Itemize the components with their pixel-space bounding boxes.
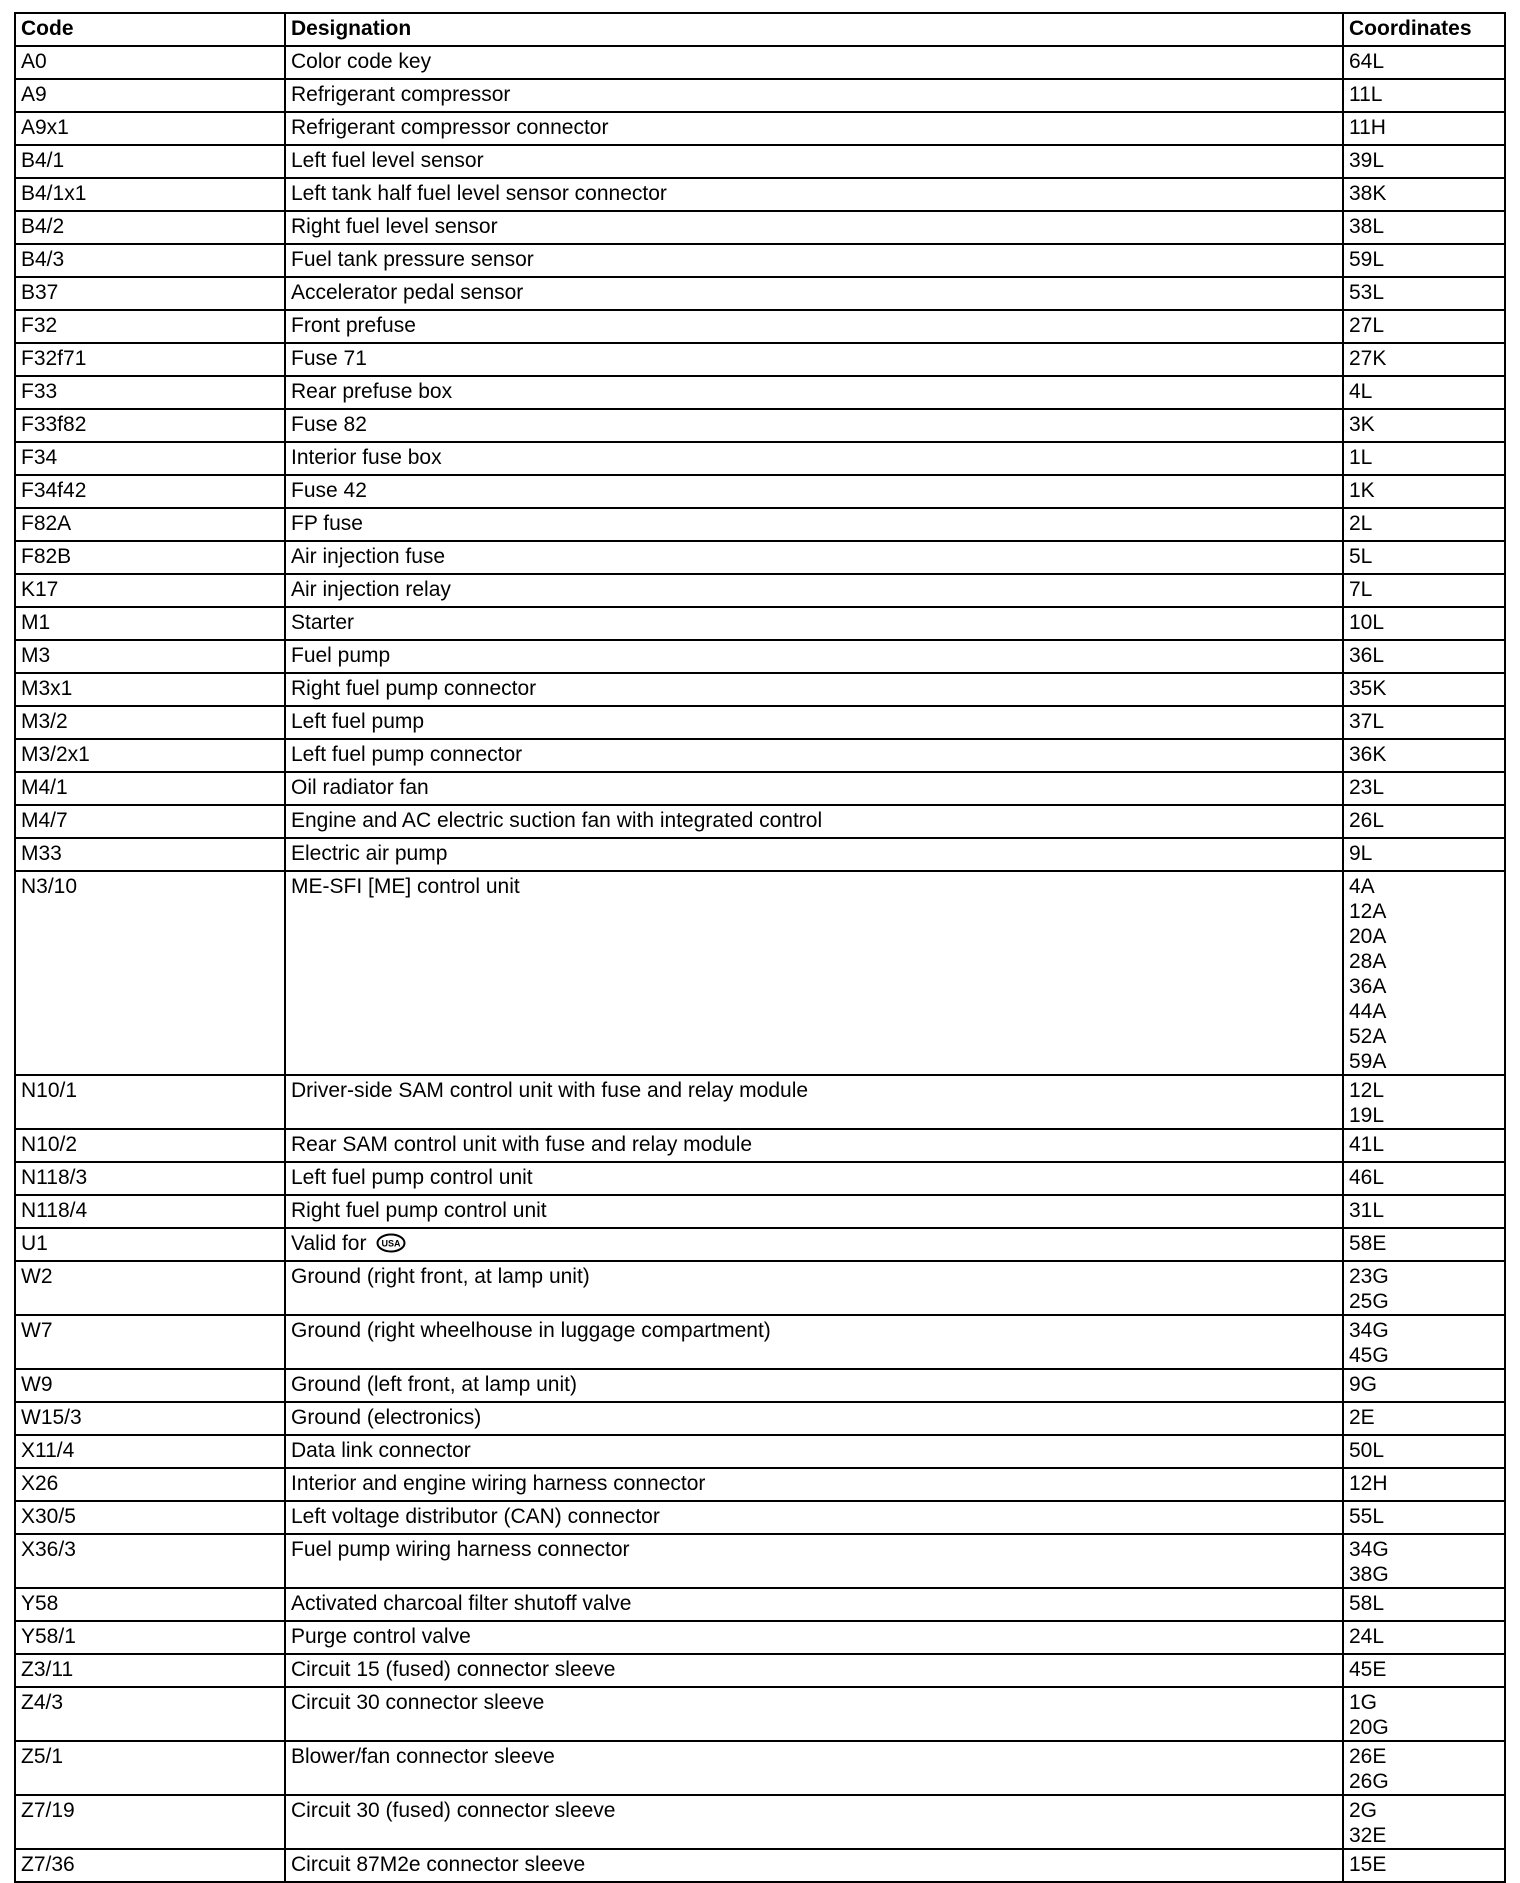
component-coordinates xyxy=(1343,673,1505,706)
table-row xyxy=(15,1129,1505,1162)
coordinate-value: 59L xyxy=(1349,248,1385,271)
coordinate-value: 23G xyxy=(1349,1265,1389,1288)
component-coordinates xyxy=(1343,706,1505,739)
coordinate-value: 4L xyxy=(1349,380,1373,403)
table-row xyxy=(15,706,1505,739)
component-designation xyxy=(285,1588,1343,1621)
component-designation xyxy=(285,178,1343,211)
designation-text: Refrigerant compressor connector xyxy=(291,116,609,139)
component-code: X26 xyxy=(15,1468,285,1501)
component-code: M4/1 xyxy=(15,772,285,805)
component-code: B37 xyxy=(15,277,285,310)
coordinate-value: 5L xyxy=(1349,545,1373,568)
coordinate-value: 64L xyxy=(1349,50,1385,73)
component-code: X11/4 xyxy=(15,1435,285,1468)
component-designation xyxy=(285,871,1343,1075)
designation-text: Circuit 30 connector sleeve xyxy=(291,1691,545,1714)
coordinate-value: 53L xyxy=(1349,281,1385,304)
designation-text: Ground (left front, at lamp unit) xyxy=(291,1373,577,1396)
table-row xyxy=(15,112,1505,145)
designation-text: Fuse 71 xyxy=(291,347,367,370)
coordinate-value: 38K xyxy=(1349,182,1387,205)
component-coordinates xyxy=(1343,1849,1505,1882)
component-code: M3x1 xyxy=(15,673,285,706)
coordinate-value: 58E xyxy=(1349,1232,1387,1255)
component-coordinates xyxy=(1343,46,1505,79)
table-row xyxy=(15,1402,1505,1435)
coordinate-value: 7L xyxy=(1349,578,1373,601)
coordinate-value: 34G xyxy=(1349,1319,1389,1342)
table-row xyxy=(15,640,1505,673)
coordinate-value: 19L xyxy=(1349,1104,1385,1127)
component-code: M1 xyxy=(15,607,285,640)
coordinate-value: 36A xyxy=(1349,975,1387,998)
coordinate-value: 46L xyxy=(1349,1166,1385,1189)
component-code: N10/1 xyxy=(15,1075,285,1129)
table-row xyxy=(15,838,1505,871)
component-code: W2 xyxy=(15,1261,285,1315)
component-code: Y58/1 xyxy=(15,1621,285,1654)
component-designation xyxy=(285,442,1343,475)
designation-text: Fuel pump wiring harness connector xyxy=(291,1538,630,1561)
component-code: U1 xyxy=(15,1228,285,1261)
table-row xyxy=(15,178,1505,211)
component-designation xyxy=(285,277,1343,310)
designation-text: Activated charcoal filter shutoff valve xyxy=(291,1592,632,1615)
component-code: W15/3 xyxy=(15,1402,285,1435)
usa-badge-text: USA xyxy=(381,1238,401,1249)
component-code: N10/2 xyxy=(15,1129,285,1162)
table-row xyxy=(15,244,1505,277)
component-designation xyxy=(285,211,1343,244)
component-coordinates xyxy=(1343,772,1505,805)
table-row xyxy=(15,1795,1505,1849)
component-coordinates xyxy=(1343,1195,1505,1228)
component-designation xyxy=(285,310,1343,343)
coordinate-value: 36K xyxy=(1349,743,1387,766)
component-coordinates xyxy=(1343,1654,1505,1687)
coordinate-value: 10L xyxy=(1349,611,1385,634)
component-designation xyxy=(285,838,1343,871)
coordinate-value: 45E xyxy=(1349,1658,1387,1681)
table-row xyxy=(15,79,1505,112)
component-code: M3 xyxy=(15,640,285,673)
component-code: F32f71 xyxy=(15,343,285,376)
component-coordinates xyxy=(1343,1741,1505,1795)
table-row xyxy=(15,607,1505,640)
designation-text: Rear prefuse box xyxy=(291,380,453,403)
component-designation xyxy=(285,1369,1343,1402)
component-code: A9x1 xyxy=(15,112,285,145)
component-designation xyxy=(285,409,1343,442)
designation-text: Air injection fuse xyxy=(291,545,446,568)
component-coordinates xyxy=(1343,178,1505,211)
designation-text: Front prefuse xyxy=(291,314,416,337)
component-code: B4/3 xyxy=(15,244,285,277)
component-coordinates xyxy=(1343,79,1505,112)
table-row xyxy=(15,1468,1505,1501)
component-coordinates xyxy=(1343,574,1505,607)
coordinate-value: 34G xyxy=(1349,1538,1389,1561)
designation-text: Blower/fan connector sleeve xyxy=(291,1745,555,1768)
table-row xyxy=(15,277,1505,310)
coordinate-value: 12H xyxy=(1349,1472,1388,1495)
component-designation xyxy=(285,574,1343,607)
component-coordinates xyxy=(1343,1534,1505,1588)
component-designation xyxy=(285,541,1343,574)
table-row xyxy=(15,1741,1505,1795)
component-code: Z5/1 xyxy=(15,1741,285,1795)
table-row xyxy=(15,574,1505,607)
component-coordinates xyxy=(1343,1315,1505,1369)
component-designation xyxy=(285,475,1343,508)
table-row xyxy=(15,673,1505,706)
component-coordinates xyxy=(1343,1369,1505,1402)
component-code: F82B xyxy=(15,541,285,574)
component-coordinates xyxy=(1343,1795,1505,1849)
designation-text: Circuit 30 (fused) connector sleeve xyxy=(291,1799,616,1822)
component-code: M33 xyxy=(15,838,285,871)
coordinate-value: 27K xyxy=(1349,347,1387,370)
table-row xyxy=(15,409,1505,442)
designation-text: Fuel tank pressure sensor xyxy=(291,248,534,271)
coordinate-value: 38G xyxy=(1349,1563,1389,1586)
component-designation xyxy=(285,112,1343,145)
table-row xyxy=(15,1588,1505,1621)
component-coordinates xyxy=(1343,871,1505,1075)
component-designation xyxy=(285,244,1343,277)
table-row xyxy=(15,343,1505,376)
coordinate-value: 11L xyxy=(1349,83,1383,106)
component-designation xyxy=(285,1261,1343,1315)
coordinate-value: 44A xyxy=(1349,1000,1387,1023)
coordinate-value: 23L xyxy=(1349,776,1385,799)
coordinate-value: 32E xyxy=(1349,1824,1387,1847)
component-designation xyxy=(285,1402,1343,1435)
coordinate-value: 39L xyxy=(1349,149,1385,172)
component-code: F33f82 xyxy=(15,409,285,442)
table-row xyxy=(15,1369,1505,1402)
coordinate-value: 28A xyxy=(1349,950,1387,973)
component-code: A0 xyxy=(15,46,285,79)
component-coordinates xyxy=(1343,310,1505,343)
component-coordinates xyxy=(1343,805,1505,838)
designation-text: Refrigerant compressor xyxy=(291,83,511,106)
coordinate-value: 45G xyxy=(1349,1344,1389,1367)
coordinate-value: 20A xyxy=(1349,925,1387,948)
table-row xyxy=(15,145,1505,178)
component-designation xyxy=(285,1741,1343,1795)
component-code: B4/1 xyxy=(15,145,285,178)
designation-text: Circuit 87M2e connector sleeve xyxy=(291,1853,586,1876)
coordinate-value: 3K xyxy=(1349,413,1375,436)
designation-text: Fuse 82 xyxy=(291,413,367,436)
component-coordinates xyxy=(1343,1687,1505,1741)
component-code: X36/3 xyxy=(15,1534,285,1588)
component-coordinates xyxy=(1343,343,1505,376)
component-coordinates xyxy=(1343,1075,1505,1129)
coordinate-value: 52A xyxy=(1349,1025,1387,1048)
component-code: Z7/19 xyxy=(15,1795,285,1849)
component-code: Z3/11 xyxy=(15,1654,285,1687)
component-designation xyxy=(285,1315,1343,1369)
component-designation xyxy=(285,739,1343,772)
component-coordinates xyxy=(1343,838,1505,871)
component-code: F34f42 xyxy=(15,475,285,508)
designation-text: Left voltage distributor (CAN) connector xyxy=(291,1505,660,1528)
component-coordinates xyxy=(1343,376,1505,409)
coordinate-value: 26G xyxy=(1349,1770,1389,1793)
component-designation xyxy=(285,1435,1343,1468)
coordinate-value: 12L xyxy=(1349,1079,1385,1102)
component-designation xyxy=(285,1501,1343,1534)
coordinate-value: 36L xyxy=(1349,644,1385,667)
component-coordinates xyxy=(1343,1435,1505,1468)
designation-text: Oil radiator fan xyxy=(291,776,429,799)
component-coordinates xyxy=(1343,442,1505,475)
designation-text: Left tank half fuel level sensor connector xyxy=(291,182,667,205)
component-designation xyxy=(285,673,1343,706)
coordinate-value: 1L xyxy=(1349,446,1373,469)
table-row xyxy=(15,1315,1505,1369)
coordinate-value: 15E xyxy=(1349,1853,1387,1876)
designation-text: Interior fuse box xyxy=(291,446,442,469)
component-code: F34 xyxy=(15,442,285,475)
component-coordinates xyxy=(1343,475,1505,508)
designation-text: Ground (right front, at lamp unit) xyxy=(291,1265,590,1288)
table-row xyxy=(15,1687,1505,1741)
table-row xyxy=(15,1654,1505,1687)
component-coordinates xyxy=(1343,211,1505,244)
designation-text: Data link connector xyxy=(291,1439,471,1462)
coordinate-value: 1K xyxy=(1349,479,1375,502)
designation-text: Valid for xyxy=(291,1232,367,1255)
designation-text: Interior and engine wiring harness connector xyxy=(291,1472,706,1495)
designation-text: Air injection relay xyxy=(291,578,451,601)
coordinate-value: 59A xyxy=(1349,1050,1387,1073)
component-code: M3/2x1 xyxy=(15,739,285,772)
designation-text: ME-SFI [ME] control unit xyxy=(291,875,520,898)
designation-text: Ground (right wheelhouse in luggage compartment) xyxy=(291,1319,771,1342)
component-designation xyxy=(285,1162,1343,1195)
coordinate-value: 25G xyxy=(1349,1290,1389,1313)
component-designation xyxy=(285,772,1343,805)
coordinate-value: 27L xyxy=(1349,314,1385,337)
component-designation xyxy=(285,706,1343,739)
coordinate-value: 55L xyxy=(1349,1505,1385,1528)
coordinate-value: 9L xyxy=(1349,842,1373,865)
component-coordinates xyxy=(1343,508,1505,541)
coordinate-value: 50L xyxy=(1349,1439,1385,1462)
component-designation xyxy=(285,79,1343,112)
table-row xyxy=(15,1228,1505,1261)
component-coordinates xyxy=(1343,409,1505,442)
coordinate-value: 12A xyxy=(1349,900,1387,923)
table-row xyxy=(15,475,1505,508)
component-designation xyxy=(285,640,1343,673)
coordinate-value: 1G xyxy=(1349,1691,1378,1714)
component-designation xyxy=(285,1621,1343,1654)
table-row xyxy=(15,1435,1505,1468)
coordinate-value: 38L xyxy=(1349,215,1385,238)
component-code: F82A xyxy=(15,508,285,541)
component-designation xyxy=(285,1195,1343,1228)
designation-text: Rear SAM control unit with fuse and relay module xyxy=(291,1133,753,1156)
component-coordinates xyxy=(1343,1621,1505,1654)
designation-text: Purge control valve xyxy=(291,1625,471,1648)
component-code: Y58 xyxy=(15,1588,285,1621)
component-coordinates xyxy=(1343,277,1505,310)
coordinate-value: 58L xyxy=(1349,1592,1385,1615)
table-row xyxy=(15,442,1505,475)
table-header-row xyxy=(15,13,1505,46)
designation-text: Fuse 42 xyxy=(291,479,367,502)
header-designation: Designation xyxy=(285,13,1343,46)
component-code: F33 xyxy=(15,376,285,409)
designation-text: Driver-side SAM control unit with fuse and relay module xyxy=(291,1079,809,1102)
table-row xyxy=(15,1195,1505,1228)
coordinate-value: 35K xyxy=(1349,677,1387,700)
component-coordinates xyxy=(1343,1162,1505,1195)
component-code: N118/3 xyxy=(15,1162,285,1195)
table-row xyxy=(15,1849,1505,1882)
designation-text: Right fuel pump control unit xyxy=(291,1199,547,1222)
table-row xyxy=(15,310,1505,343)
header-code: Code xyxy=(15,13,285,46)
designation-text: Fuel pump xyxy=(291,644,391,667)
component-code: F32 xyxy=(15,310,285,343)
component-designation xyxy=(285,607,1343,640)
coordinate-value: 2G xyxy=(1349,1799,1378,1822)
component-code: B4/2 xyxy=(15,211,285,244)
component-designation xyxy=(285,46,1343,79)
usa-badge-icon xyxy=(376,1233,406,1253)
table-row xyxy=(15,541,1505,574)
component-code: N118/4 xyxy=(15,1195,285,1228)
coordinate-value: 20G xyxy=(1349,1716,1389,1739)
component-designation xyxy=(285,1795,1343,1849)
component-code: Z4/3 xyxy=(15,1687,285,1741)
component-code: N3/10 xyxy=(15,871,285,1075)
component-designation xyxy=(285,1129,1343,1162)
table-row xyxy=(15,1075,1505,1129)
designation-text: FP fuse xyxy=(291,512,363,535)
coordinate-value: 26L xyxy=(1349,809,1385,832)
component-coordinates xyxy=(1343,739,1505,772)
component-code: B4/1x1 xyxy=(15,178,285,211)
component-coordinates xyxy=(1343,1228,1505,1261)
coordinate-value: 2E xyxy=(1349,1406,1375,1429)
designation-text: Electric air pump xyxy=(291,842,448,865)
component-coordinates xyxy=(1343,244,1505,277)
table-row xyxy=(15,211,1505,244)
header-coordinates: Coordinates xyxy=(1343,13,1505,46)
component-coordinates xyxy=(1343,541,1505,574)
designation-text: Left fuel pump control unit xyxy=(291,1166,533,1189)
designation-text: Right fuel level sensor xyxy=(291,215,498,238)
component-designation xyxy=(285,1654,1343,1687)
component-coordinates xyxy=(1343,640,1505,673)
coordinate-value: 24L xyxy=(1349,1625,1385,1648)
component-code: Z7/36 xyxy=(15,1849,285,1882)
component-coordinates xyxy=(1343,1588,1505,1621)
coordinate-value: 9G xyxy=(1349,1373,1378,1396)
component-designation xyxy=(285,145,1343,178)
component-legend-table xyxy=(14,12,1506,1883)
component-coordinates xyxy=(1343,1261,1505,1315)
table-row xyxy=(15,739,1505,772)
component-designation xyxy=(285,1468,1343,1501)
component-designation xyxy=(285,343,1343,376)
component-code: A9 xyxy=(15,79,285,112)
component-coordinates xyxy=(1343,1402,1505,1435)
component-coordinates xyxy=(1343,112,1505,145)
component-designation xyxy=(285,1228,1343,1261)
designation-text: Accelerator pedal sensor xyxy=(291,281,524,304)
designation-text: Color code key xyxy=(291,50,432,73)
coordinate-value: 11H xyxy=(1349,116,1386,139)
designation-text: Left fuel level sensor xyxy=(291,149,484,172)
table-body xyxy=(15,46,1505,1882)
table-row xyxy=(15,1534,1505,1588)
table-row xyxy=(15,1261,1505,1315)
table-row xyxy=(15,508,1505,541)
component-designation xyxy=(285,1849,1343,1882)
table-row xyxy=(15,1621,1505,1654)
designation-text: Left fuel pump connector xyxy=(291,743,523,766)
table-row xyxy=(15,46,1505,79)
coordinate-value: 37L xyxy=(1349,710,1385,733)
component-code: X30/5 xyxy=(15,1501,285,1534)
designation-text: Ground (electronics) xyxy=(291,1406,482,1429)
component-designation xyxy=(285,1687,1343,1741)
designation-text: Left fuel pump xyxy=(291,710,425,733)
designation-text: Engine and AC electric suction fan with integrated control xyxy=(291,809,823,832)
component-code: W9 xyxy=(15,1369,285,1402)
component-coordinates xyxy=(1343,1129,1505,1162)
designation-text: Circuit 15 (fused) connector sleeve xyxy=(291,1658,616,1681)
coordinate-value: 41L xyxy=(1349,1133,1385,1156)
component-designation xyxy=(285,508,1343,541)
component-code: M4/7 xyxy=(15,805,285,838)
component-designation xyxy=(285,1075,1343,1129)
designation-text: Starter xyxy=(291,611,355,634)
table-row xyxy=(15,871,1505,1075)
table-row xyxy=(15,805,1505,838)
component-coordinates xyxy=(1343,145,1505,178)
table-row xyxy=(15,772,1505,805)
component-code: M3/2 xyxy=(15,706,285,739)
table-row xyxy=(15,376,1505,409)
designation-text: Right fuel pump connector xyxy=(291,677,537,700)
component-designation xyxy=(285,376,1343,409)
component-designation xyxy=(285,805,1343,838)
component-coordinates xyxy=(1343,1468,1505,1501)
table-row xyxy=(15,1162,1505,1195)
coordinate-value: 2L xyxy=(1349,512,1373,535)
component-designation xyxy=(285,1534,1343,1588)
table-row xyxy=(15,1501,1505,1534)
coordinate-value: 31L xyxy=(1349,1199,1385,1222)
component-coordinates xyxy=(1343,607,1505,640)
component-code: W7 xyxy=(15,1315,285,1369)
component-coordinates xyxy=(1343,1501,1505,1534)
coordinate-value: 26E xyxy=(1349,1745,1387,1768)
component-code: K17 xyxy=(15,574,285,607)
coordinate-value: 4A xyxy=(1349,875,1375,898)
